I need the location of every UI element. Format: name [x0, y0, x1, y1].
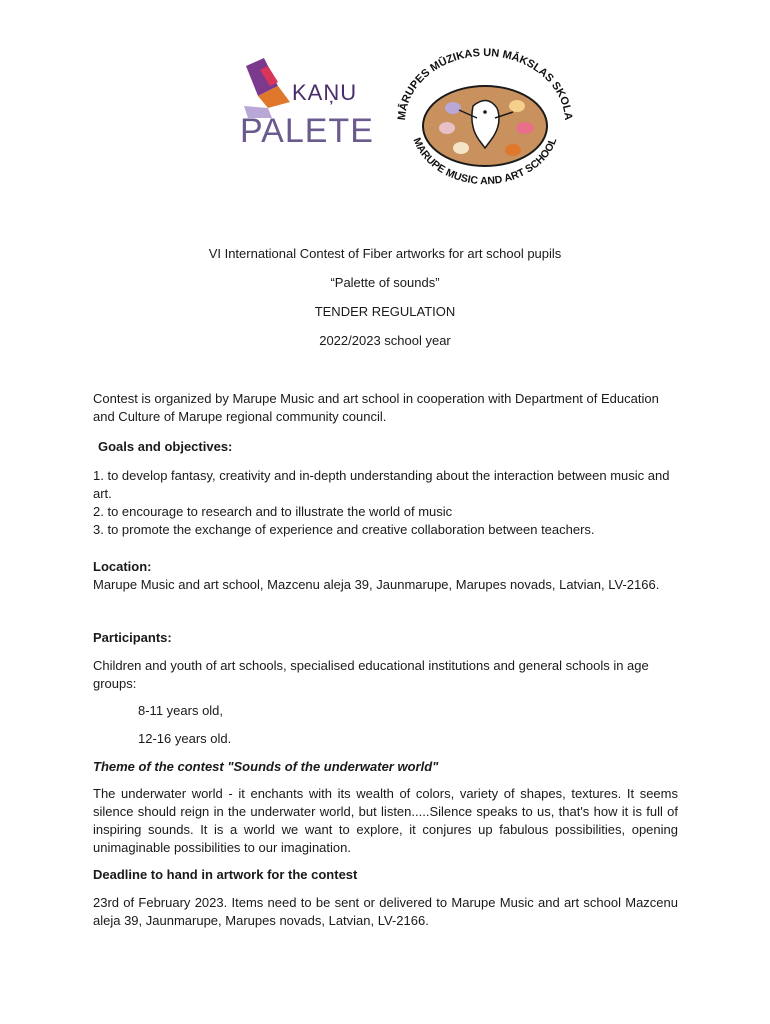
contest-title: VI International Contest of Fiber artworks for art school pupils: [208, 246, 562, 261]
location-heading: Location:: [93, 559, 152, 574]
location-text: Marupe Music and art school, Mazcenu aleja 39, Jaunmarupe, Marupes novads, Latvian, LV-2166.: [93, 577, 660, 592]
participants-heading: Participants:: [93, 630, 172, 645]
svg-text:MĀRUPES MŪZIKAS UN MĀKSLAS SKO: MĀRUPES MŪZIKAS UN MĀKSLAS SKOLA: [395, 46, 575, 121]
goal-item-1: 1. to develop fantasy, creativity and in-depth understanding about the interaction between music and art.: [93, 468, 670, 501]
deadline-text: 23rd of February 2023. Items need to be sent or delivered to Marupe Music and art school Mazcenu aleja 39, Jaunmarupe, Marupes novads, Latvian, LV-2166.: [93, 895, 678, 928]
age-group-1: 8-11 years old,: [138, 703, 224, 718]
contest-subtitle: “Palette of sounds”: [330, 275, 440, 290]
goal-item-2: 2. to encourage to research and to illustrate the world of music: [93, 504, 453, 519]
school-logo: [385, 42, 585, 202]
theme-text: The underwater world - it enchants with its wealth of colors, variety of shapes, textures. It seems silence should reign in the underwater world, but listen.....Silence speaks to us, that's how it is full of inspiring sounds. It is a world we want to explore, it conjures up fabulous possibilities, opening unimaginable possibilities to our imagination.: [93, 786, 678, 855]
palete-wordmark: PALETE: [240, 112, 374, 150]
school-year: 2022/2023 school year: [319, 333, 451, 348]
goals-heading: Goals and objectives:: [98, 439, 233, 454]
age-group-2: 12-16 years old.: [138, 731, 232, 746]
theme-heading: Theme of the contest "Sounds of the underwater world": [93, 759, 439, 774]
goal-item-3: 3. to promote the exchange of experience and creative collaboration between teachers.: [93, 522, 595, 537]
svg-text:MARUPE MUSIC AND ART SCHOOL: MARUPE MUSIC AND ART SCHOOL: [410, 135, 560, 188]
tender-regulation: TENDER REGULATION: [314, 304, 456, 319]
deadline-heading: Deadline to hand in artwork for the contest: [93, 867, 358, 882]
kanu-wordmark: KAŅU: [292, 80, 358, 105]
participants-text: Children and youth of art schools, specialised educational institutions and general schools in age groups:: [93, 658, 649, 691]
intro-paragraph: Contest is organized by Marupe Music and art school in cooperation with Department of Education and Culture of Marupe regional community council.: [93, 391, 659, 424]
